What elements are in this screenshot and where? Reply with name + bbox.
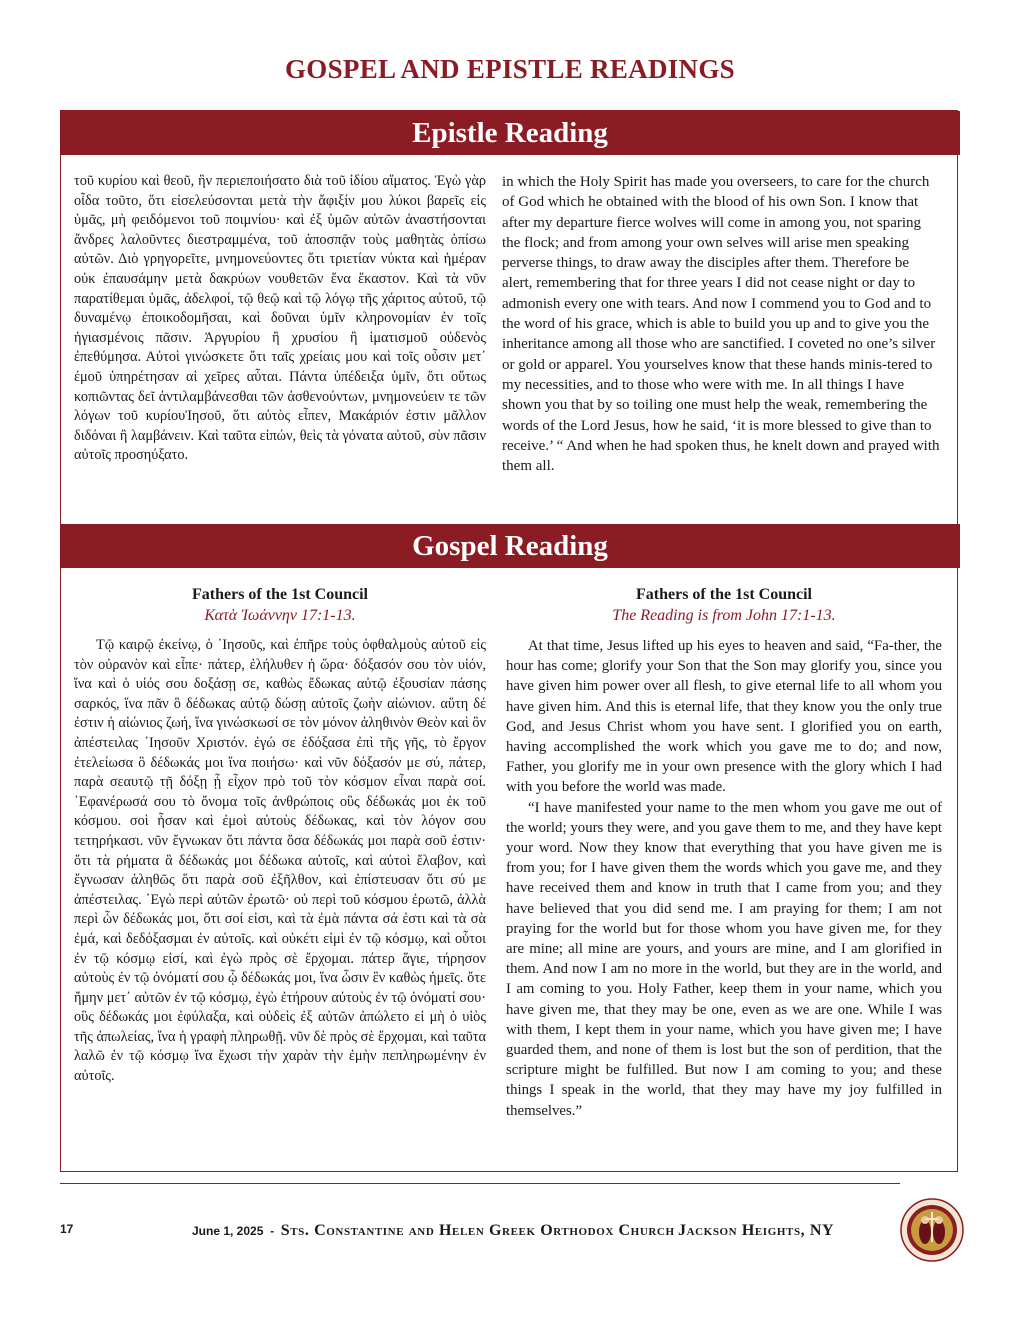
gospel-english-paragraph-2: “I have manifested your name to the men whom you gave me out of the world; yours they were, and you gave them to me, and they have kept your word. Now they know that everything that you have given me is from you; for I have given them the words which you gave me, and they have received them and know in truth that I came from you; and they have believed that you did send me. I am praying for them; I am not praying for the world but for those whom you have given me, for they are mine; all mine are yours, and yours are mine, and I am glorified in them. And now I am no more in the world, but they are in the world, and I am coming to you. Holy Father, keep them in your name, which you have given me, that they may be one, even as we are one. While I was with them, I kept them in your name, which you have given me; I have guarded them, and none of them is lost but the son of perdition, that the scripture might be fulfilled. But now I am coming to you; and these things I speak in the world, that they may have my joy fulfilled in themselves.”	[506, 799, 942, 1119]
gospel-greek-column	[74, 584, 486, 1087]
footer-line	[192, 1222, 834, 1240]
epistle-greek-text: τοῦ κυρίου καὶ θεοῦ, ἣν περιεποιήσατο διὰ τοῦ ἰδίου αἵματος. Ἐγὼ γὰρ οἶδα τοῦτο, ὅτι εἰσελεύσονται μετὰ τὴν ἄφιξίν μου λύκοι βαρεῖς εἰς ὑμᾶς, μὴ φειδόμενοι τοῦ ποιμνίου· καὶ ἐξ ὑμῶν αὐτῶν ἀναστήσονται ἄνδρες λαλοῦντες διεστραμμένα, τοῦ ἀποσπᾷν τοὺς μαθητὰς ὀπίσω αὐτῶν. Διὸ γρηγορεῖτε, μνημονεύοντες ὅτι τριετίαν νύκτα καὶ ἡμέραν οὐκ ἐπαυσάμην μετὰ δακρύων νουθετῶν ἕνα ἕκαστον. Καὶ τὰ νῦν παρατίθεμαι ὑμᾶς, ἀδελφοί, τῷ θεῷ καὶ τῷ λόγῳ τῆς χάριτος αὐτοῦ, τῷ δυναμένῳ ἐποικοδομῆσαι, καὶ δοῦναι ὑμῖν κληρονομίαν ἐν τοῖς ἡγιασμένοις πᾶσιν. Ἀργυρίου ἢ χρυσίου ἢ ἱματισμοῦ οὐδενὸς ἐπεθύμησα. Αὐτοὶ γινώσκετε ὅτι ταῖς χρείαις μου καὶ τοῖς οὖσιν μετ᾽ ἐμοῦ ὑπηρέτησαν αἱ χεῖρες αὗται. Πάντα ὑπέδειξα ὑμῖν, ὅτι οὕτως κοπιῶντας δεῖ ἀντιλαμβάνεσθαι τῶν ἀσθενούντων, μνημονεύειν τε τῶν λόγων τοῦ κυρίουἸησοῦ, ὅτι αὐτὸς εἶπεν, Μακάριόν ἐστιν μᾶλλον διδόναι ἢ λαμβάνειν. Καὶ ταῦτα εἰπών, θεὶς τὰ γόνατα αὐτοῦ, σὺν πᾶσιν αὐτοῖς προσηύξατο.	[74, 173, 486, 464]
gospel-greek-reference: Κατὰ Ἰωάννην 17:1-13.	[204, 607, 356, 624]
footer-location: Jackson Heights, NY	[677, 1222, 835, 1239]
gospel-english-paragraph-1: At that time, Jesus lifted up his eyes to heaven and said, “Fa-ther, the hour has come; glorify your Son that the Son may glorify you, since you have given him power over all flesh, to give eternal life to all whom you have given him. And this is eternal life, that they know you the only true God, and Jesus Christ whom you have sent. I glorified you on earth, having accomplished the work which you gave me to do; and now, Father, you glorify me in your own presence with the glory which I had with you before the world was made.	[506, 638, 942, 796]
gospel-greek-text: Τῷ καιρῷ ἐκείνῳ, ὁ ᾿Ιησοῦς, καὶ ἐπῆρε τοὺς ὀφθαλμοὺς αὐτοῦ εἰς τὸν οὐρανὸν καὶ εἶπε· πάτερ, ἐλήλυθεν ἡ ὥρα· δόξασόν σου τὸν υἱόν, ἵνα καὶ ὁ υἱός σου δοξάσῃ σε, καθὼς ἔδωκας αὐτῷ ἐξουσίαν πάσης σαρκός, ἵνα πᾶν ὃ δέδωκας αὐτῷ δώσῃ αὐτοῖς ζωὴν αἰώνιον. αὕτη δέ ἐστιν ἡ αἰώνιος ζωή, ἵνα γινώσκωσί σε τὸν μόνον ἀληθινὸν Θεὸν καὶ ὃν ἀπέστειλας ᾿Ιησοῦν Χριστόν. ἐγώ σε ἐδόξασα ἐπὶ τῆς γῆς, τὸ ἔργον ἐτελείωσα ὃ δέδωκάς μοι ἵνα ποιήσω· καὶ νῦν δόξασόν με σύ, πάτερ, παρὰ σεαυτῷ τῇ δόξῃ ᾗ εἶχον πρὸ τοῦ τὸν κόσμον εἶναι παρὰ σοί. ᾿Εφανέρωσά σου τὸ ὄνομα τοῖς ἀνθρώποις οὓς δέδωκάς μοι ἐκ τοῦ κόσμου. σοὶ ἦσαν καὶ ἐμοὶ αὐτοὺς δέδωκας, καὶ τὸν λόγον σου τετηρήκασι. νῦν ἔγνωκαν ὅτι πάντα ὅσα δέδωκάς μοι παρὰ σοῦ ἐστιν· ὅτι τὰ ρήματα ἃ δέδωκάς μοι δέδωκα αὐτοῖς, καὶ αὐτοὶ ἔλαβον, καὶ ἔγνωσαν ἀληθῶς ὅτι παρὰ σοῦ ἐξῆλθον, καὶ ἐπίστευσαν ὅτι σύ με ἀπέστειλας. ᾿Εγὼ περὶ αὐτῶν ἐρωτῶ· οὐ περὶ τοῦ κόσμου ἐρωτῶ, ἀλλὰ περὶ ὧν δέδωκάς μοι, ὅτι σοί εἰσι, καὶ τὰ ἐμὰ πάντα σά ἐστι καὶ τὰ σὰ ἐμά, καὶ δεδόξασμαι ἐν αὐτοῖς. καὶ οὐκέτι εἰμὶ ἐν τῷ κόσμῳ, καὶ οὗτοι ἐν τῷ κόσμῳ εἰσί, καὶ ἐγὼ πρὸς σὲ ἔρχομαι. πάτερ ἅγιε, τήρησον αὐτοὺς ἐν τῷ ὀνόματί σου ᾧ δέδωκάς μοι, ἵνα ὦσιν ἓν καθὼς ἡμεῖς. ὅτε ἤμην μετ᾿ αὐτῶν ἐν τῷ κόσμῳ, ἐγὼ ἐτήρουν αὐτοὺς ἐν τῷ ὀνόματί σου· οὓς δέδωκάς μοι ἐφύλαξα, καὶ οὐδεὶς ἐξ αὐτῶν ἀπώλετο εἰ μὴ ὁ υἱὸς τῆς ἀπωλείας, ἵνα ἡ γραφὴ πληρωθῇ. νῦν δὲ πρὸς σὲ ἔρχομαι, καὶ ταῦτα λαλῶ ἐν τῷ κόσμῳ ἵνα ἔχωσι τὴν χαρὰν τὴν ἐμὴν πεπληρωμένην ἐν αὐτοῖς.	[74, 637, 486, 1085]
page-title: GOSPEL AND EPISTLE READINGS	[285, 54, 735, 84]
footer-date: June 1, 2025	[192, 1224, 264, 1238]
page-number: 17	[60, 1222, 74, 1236]
footer-rule	[60, 1183, 900, 1184]
gospel-greek-subtitle: Fathers of the 1st Council	[192, 586, 368, 603]
footer-church-name: Sts. Constantine and Helen Greek Orthodox Church	[280, 1222, 675, 1239]
gospel-english-subtitle: Fathers of the 1st Council	[636, 586, 812, 603]
epistle-greek-column	[74, 172, 486, 466]
footer-separator: -	[270, 1224, 275, 1238]
epistle-english-text: in which the Holy Spirit has made you overseers, to care for the church of God which he obtained with the blood of his own Son. I know that after my departure fierce wolves will come in among you, not sparing the flock; and from among your own selves will arise men speaking perverse things, to draw away the disciples after them. Therefore be alert, remembering that for three years I did not cease night or day to admonish every one with tears. And now I commend you to God and to the word of his grace, which is able to build you up and to give you the inheritance among all those who are sanctified. I coveted no one’s silver or gold or apparel. You yourselves know that these hands minis-tered to my necessities, and to those who were with me. In all things I have shown you that by so toiling one must help the weak, remembering the words of the Lord Jesus, how he said, ‘it is more blessed to give than to receive.’ “ And when he had spoken thus, he knelt down and prayed with them all.	[502, 174, 940, 475]
epistle-heading: Epistle Reading	[60, 111, 960, 155]
gospel-english-column	[506, 584, 942, 1121]
epistle-english-column	[502, 172, 942, 476]
gospel-english-reference: The Reading is from John 17:1-13.	[612, 607, 836, 624]
gospel-heading: Gospel Reading	[60, 524, 960, 568]
church-seal-icon	[900, 1198, 964, 1262]
